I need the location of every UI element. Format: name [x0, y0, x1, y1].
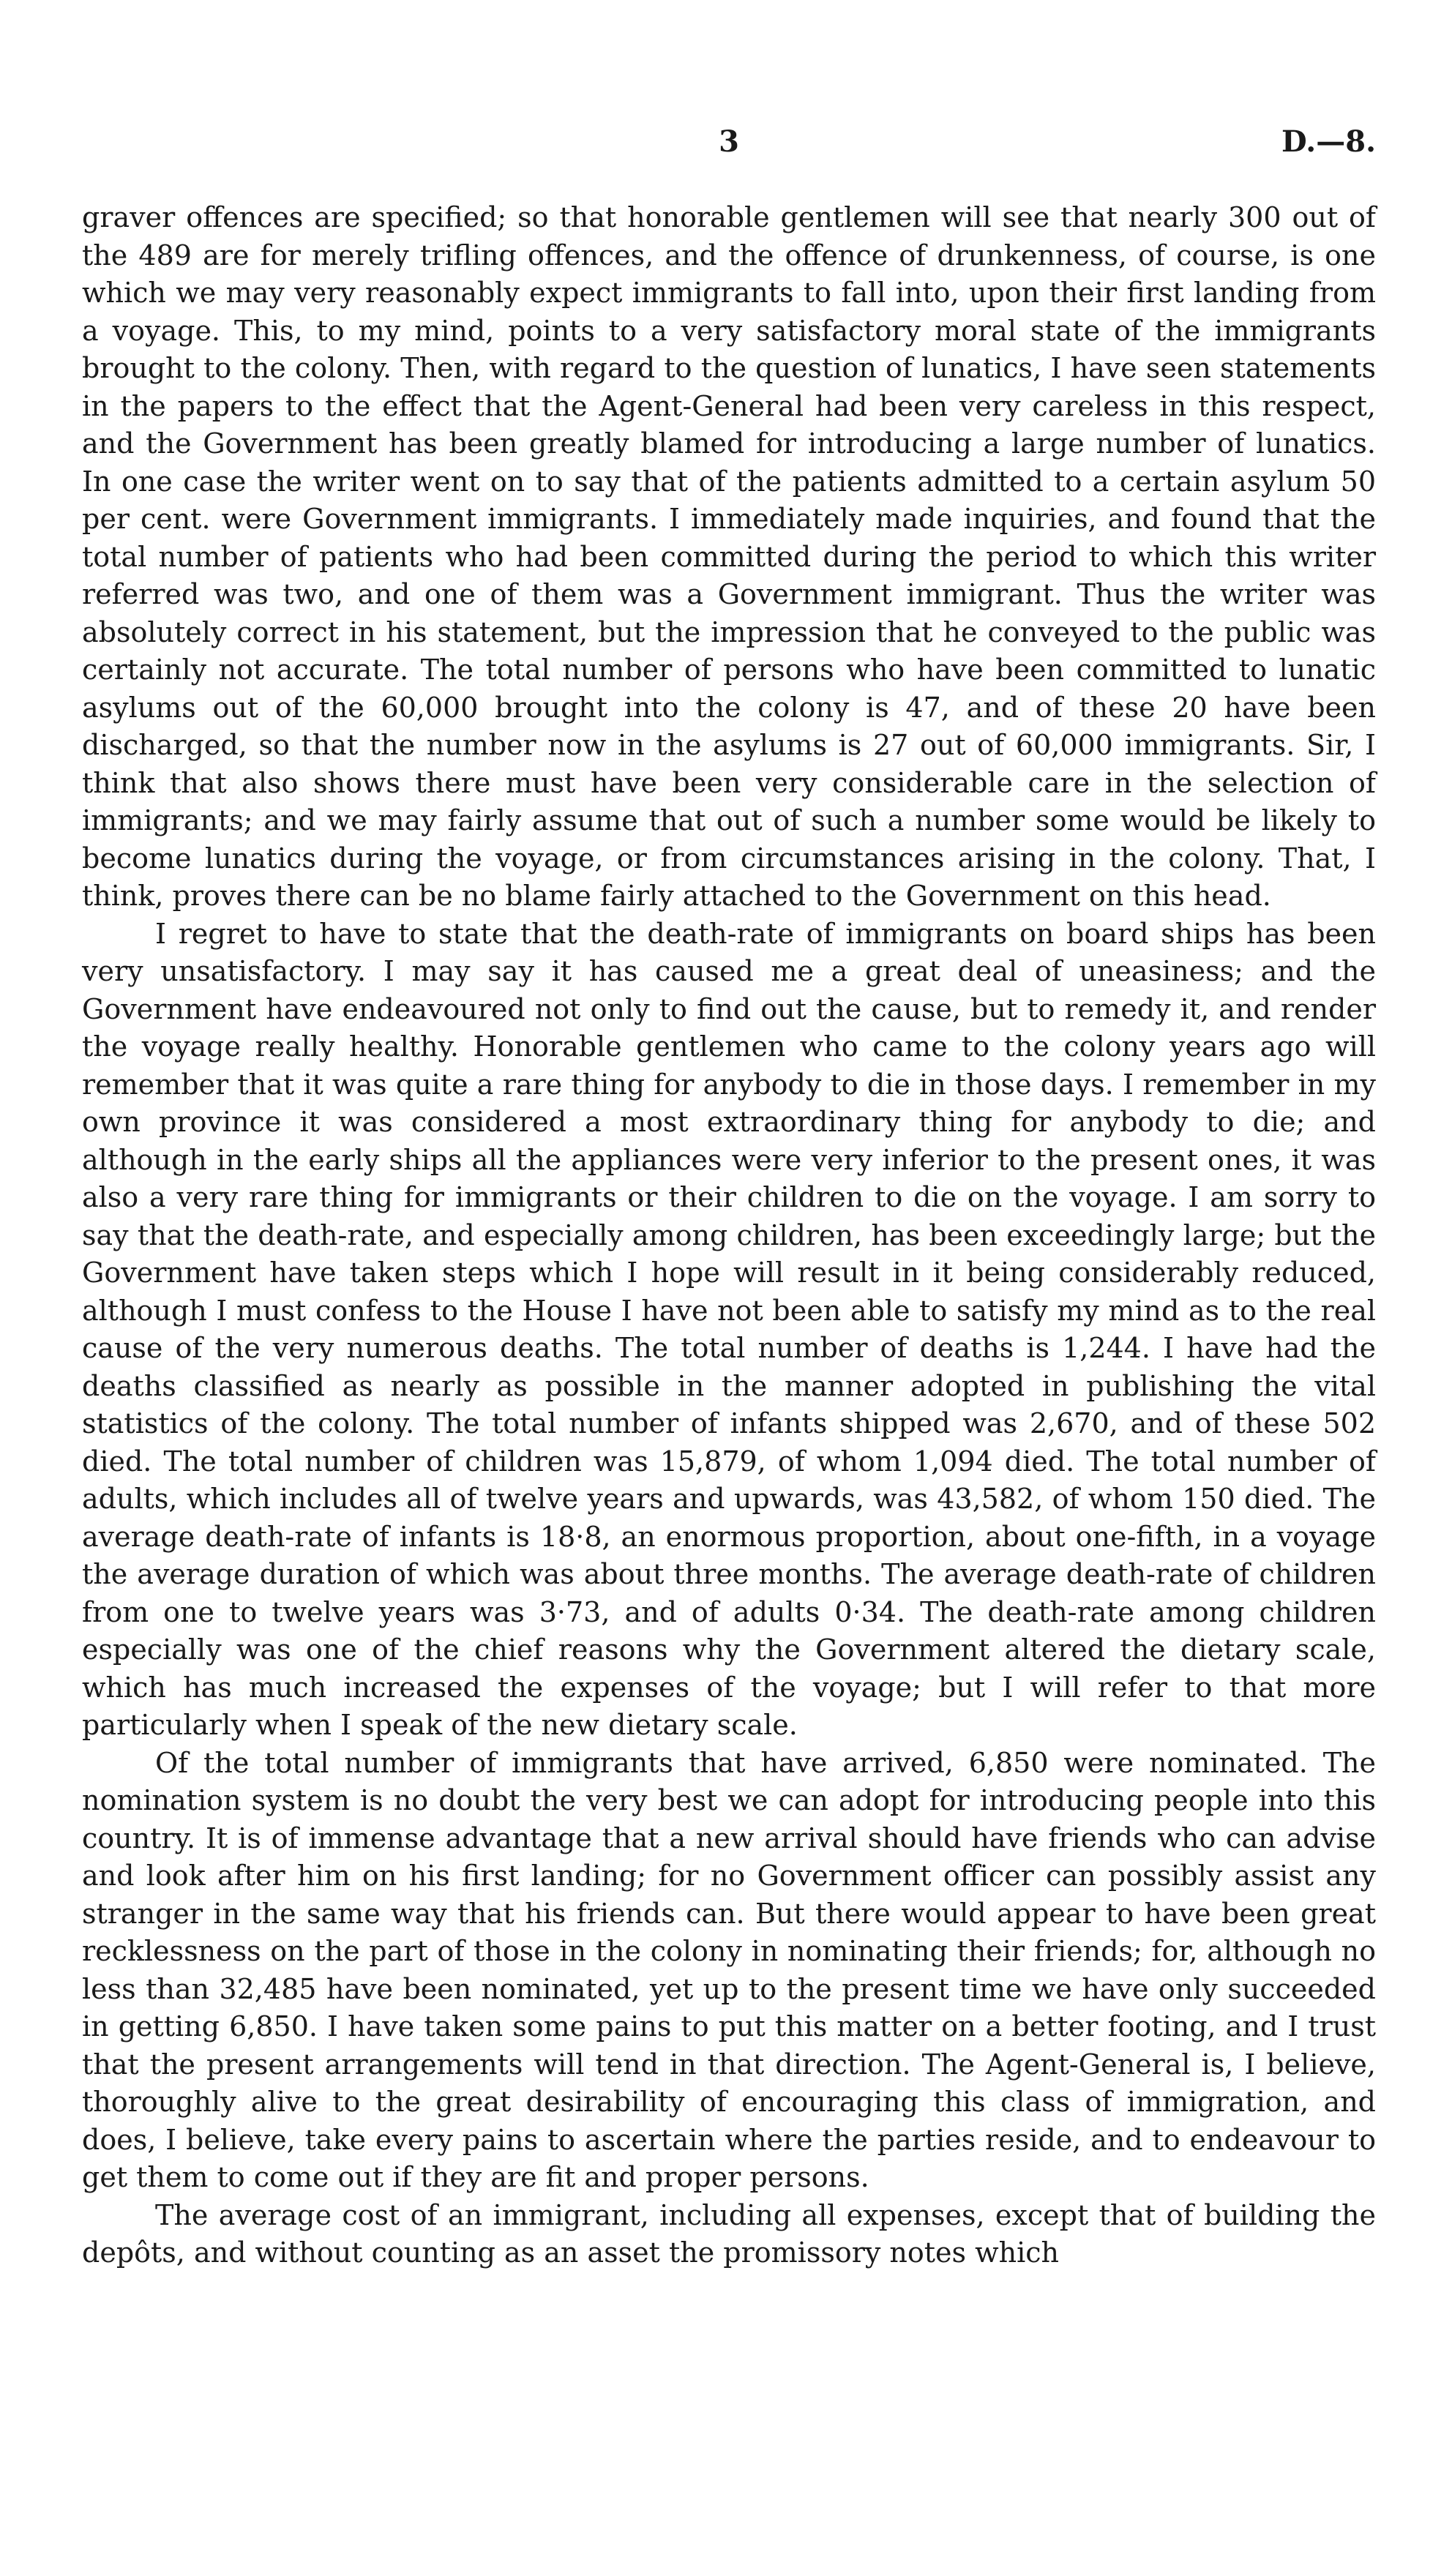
- page-header: [82, 124, 1376, 161]
- paragraph-average-cost: The average cost of an immigrant, including all expenses, except that of building the depôts, and without counting as an asset the promissory notes which: [82, 2198, 1376, 2269]
- document-reference: D.—8.: [1281, 124, 1376, 159]
- page-number: 3: [719, 124, 739, 159]
- body-text: [82, 199, 1376, 2272]
- paragraph-death-rate: I regret to have to state that the death-rate of immigrants on board ships has been very unsatisfactory. I may say it has caused me a great deal of uneasiness; and the Government have endeavoured not only to find out the cause, but to remedy it, and render the voyage really healthy. Honorable gentlemen who came to the colony years ago will remember that it was quite a rare thing for anybody to die in those days. I remember in my own province it was considered a most extraordinary thing for anybody to die; and although in the early ships all the appliances were very inferior to the present ones, it was also a very rare thing for immigrants or their children to die on the voyage. I am sorry to say that the death-rate, and especially among children, has been exceedingly large; but the Government have taken steps which I hope will result in it being considerably reduced, although I must confess to the House I have not been able to satisfy my mind as to the real cause of the very numerous deaths. The total number of deaths is 1,244. I have had the deaths classified as nearly as possible in the manner adopted in publishing the vital statistics of the colony. The total number of infants shipped was 2,670, and of these 502 died. The total number of children was 15,879, of whom 1,094 died. The total number of adults, which includes all of twelve years and upwards, was 43,582, of whom 150 died. The average death-rate of infants is 18·8, an enormous proportion, about one-fifth, in a voyage the average duration of which was about three months. The average death-rate of children from one to twelve years was 3·73, and of adults 0·34. The death-rate among children especially was one of the chief reasons why the Government altered the dietary scale, which has much increased the expenses of the voyage; but I will refer to that more particularly when I speak of the new dietary scale.: [82, 917, 1376, 1741]
- paragraph-nomination: Of the total number of immigrants that have arrived, 6,850 were nominated. The nomination system is no doubt the very best we can adopt for introducing people into this country. It is of immense advantage that a new arrival should have friends who can advise and look after him on his first landing; for no Government officer can possibly assist any stranger in the same way that his friends can. But there would appear to have been great recklessness on the part of those in the colony in nominating their friends; for, although no less than 32,485 have been nominated, yet up to the present time we have only succeeded in getting 6,850. I have taken some pains to put this matter on a better footing, and I trust that the present arrangements will tend in that direction. The Agent-General is, I believe, thoroughly alive to the great desirability of encouraging this class of immigration, and does, I believe, take every pains to ascertain where the parties reside, and to endeavour to get them to come out if they are fit and proper persons.: [82, 1746, 1376, 2193]
- paragraph-lunatics: graver offences are specified; so that honorable gentlemen will see that nearly 300 out of the 489 are for merely trifling offences, and the offence of drunkenness, of course, is one which we may very reasonably expect immigrants to fall into, upon their first landing from a voyage. This, to my mind, points to a very satisfactory moral state of the immigrants brought to the colony. Then, with regard to the question of lunatics, I have seen statements in the papers to the effect that the Agent-General had been very careless in this respect, and the Government has been greatly blamed for introducing a large number of lunatics. In one case the writer went on to say that of the patients admitted to a certain asylum 50 per cent. were Government immigrants. I immediately made inquiries, and found that the total number of patients who had been committed during the period to which this writer referred was two, and one of them was a Government immigrant. Thus the writer was absolutely correct in his statement, but the impression that he conveyed to the public was certainly not accurate. The total number of persons who have been committed to lunatic asylums out of the 60,000 brought into the colony is 47, and of these 20 have been discharged, so that the number now in the asylums is 27 out of 60,000 immigrants. Sir, I think that also shows there must have been very considerable care in the selection of immigrants; and we may fairly assume that out of such a number some would be likely to become lunatics during the voyage, or from circumstances arising in the colony. That, I think, proves there can be no blame fairly attached to the Government on this head.: [82, 201, 1376, 912]
